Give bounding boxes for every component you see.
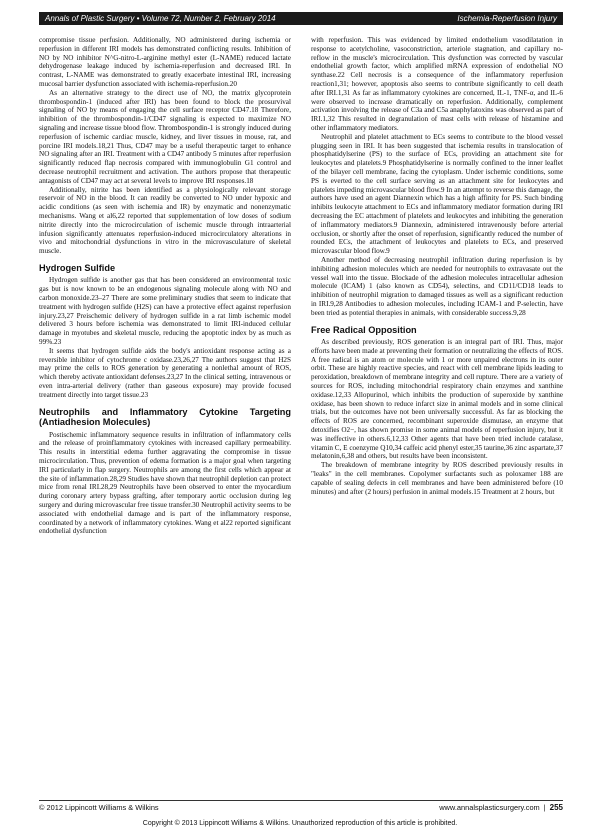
section-title: Ischemia-Reperfusion Injury — [457, 14, 557, 23]
paragraph: compromise tissue perfusion. Additionally, NO administered during ischemia or reperfusion in different IRI models has demonstrated conflicting results. Inhibition of NO by NO inhibitor N^G-nitro-L-arginine methyl ester (L-NAME) reduced lactate dehydrogenase leakage induced by ischemia-reperfusion and decreased IRI. In contrast, L-NAME was demonstrated to greatly exacerbate intestinal IRI, increasing mucosal barrier dysfunction associated with ischemia-reperfusion.20 — [39, 36, 291, 88]
section-heading: Hydrogen Sulfide — [39, 262, 116, 273]
paragraph: Another method of decreasing neutrophil infiltration during reperfusion is by inhibiting adhesion molecules which are needed for neutrophils to extravasate out the vessel wall into the tissue. Blockade of the adhesion molecules intracellular adhesion molecule (ICAM) 1 (also known as CD54), selectins, and CD11/CD18 leads to inhibition of neutrophil migration to damaged tissues as well as a significant reduction in IRI.9,28 Antibodies to adhesion molecules, including ICAM-1 and P-selectin, have been tried as potential therapies in animals, with considerable success.9,28 — [311, 255, 563, 317]
article-body — [39, 36, 563, 794]
paragraph: Postischemic inflammatory sequence results in infiltration of inflammatory cells and the release of proinflammatory cytokines with increased capillary permeability. This results in interstitial edema further aggravating the compromise in tissue microcirculation. Thus, prevention of edema formation is a major goal when targeting IRI particularly in flap surgery. Neutrophils are among the first cells which appear at the site of inflammation.28,29 Studies have shown that neutrophil depletion can protect mice from renal IRI.28,29 Neutrophils have been observed to enter the myocardium during coronary artery bypass grafting, after temporary aortic occlusion during leg surgery and during microvascular free tissue transfer.30 Neutrophil activity seems to be associated with endothelial damage and is part of the inflammatory response, coordinated by a network of inflammatory cytokines. Wang et al22 reported significant endothelial dysfunction — [39, 430, 291, 536]
section-heading: Neutrophils and Inflammatory Cytokine Targeting (Antiadhesion Molecules) — [39, 406, 291, 428]
paragraph: As an alternative strategy to the direct use of NO, the matrix glycoprotein thrombospondin-1 (induced after IRI) has been found to block the prosurvival signaling of NO by means of engaging the cell surface receptor CD47.18 Therefore, inhibition of the thrombospondin-1/CD47 signaling is expected to maximize NO signaling and increase tissue blood flow. Thrombospondin-1 is strongly induced during reperfusion of ischemic cardiac muscle, kidney, and liver tissues in mouse, rat, and porcine IRI models.18,21 Thus, CD47 may be a useful therapeutic target to enhance NO signaling after an IRI. Treatment with a CD47 antibody 5 minutes after reperfusion significantly reduced flap necrosis compared with immunoglobulin G1 control and decrease neutrophil recruitment and activation. The authors propose that therapeutic antagonists of CD47 may act at several levels to improve IRI responses.18 — [39, 88, 291, 185]
section-heading: Free Radical Opposition — [311, 324, 417, 335]
running-header — [39, 12, 563, 25]
footer-right: www.annalsplasticsurgery.com | 255 — [439, 803, 563, 812]
publisher-notice: © 2012 Lippincott Williams & Wilkins — [39, 803, 159, 812]
left-column — [39, 36, 291, 794]
right-column — [311, 36, 563, 794]
paragraph: As described previously, ROS generation is an integral part of IRI. Thus, major efforts have been made at preventing their formation or neutralizing the effects of ROS. A free radical is an atom or molecule with 1 or more unpaired electrons in its outer orbit. These are highly reactive species, and react with cell membrane lipids leading to peroxidation, breakdown of membrane integrity and cell rupture. There are a variety of sources for ROS, including mitochondrial respiratory chain enzymes and xanthine oxidase.12,33 Allopurinol, which inhibits the production of superoxide by xanthine oxidase, has been shown to reduce infarct size in animal models and in some clinical trials, but the outcomes have not been universally successful. As far as blocking the effects of ROS are concerned, recombinant superoxide dismutase, an enzyme that detoxifies O2−, has shown promise in some animal models of reperfusion injury, but it was ineffective in others.6,12,33 Other agents that have been tried include catalase, vitamin C, E coenzyme Q10,34 caffeic acid phenyl ester,35 taurine,36 zinc aspartate,37 melatonin,6,38 and others, but results have been inconsistent. — [311, 338, 563, 461]
paragraph: Neutrophil and platelet attachment to ECs seems to contribute to the blood vessel plugging seen in IRI. It has been suggested that ischemia results in translocation of phosphatidylserine (PS) to the surface of ECs, providing an attachment site for leukocytes and platelets.9 Phosphatidylserine is normally confined to the inner leaflet of the bilayer cell membrane, facing the cytoplasm. Under ischemic conditions, some PS is everted to the cell surface serving as an attachment site for leukocytes and platelets impeding microvascular blood flow.9 In an attempt to reverse this damage, the authors have used an agent Diannexin which has a high affinity for PS. Such binding inhibits leukocyte attachment to ECs and inflammatory mediator formation during IRI decreasing the EC attachment of platelets and leukocytes and inhibiting the generation of inflammatory mediators.9 Diannexin, administered intravenously before arterial occlusion, or shortly after the onset of reperfusion, significantly reduced the number of rounded ECs, the attachment of leukocytes and platelets to ECs, and preserved microvascular blood flow.9 — [311, 132, 563, 256]
journal-title: Annals of Plastic Surgery • Volume 72, Number 2, February 2014 — [45, 14, 276, 23]
page-number: 255 — [549, 803, 563, 812]
paragraph: The breakdown of membrane integrity by ROS described previously results in "leaks" in the cell membranes. Copolymer surfactants such as poloxamer 188 are capable of sealing defects in cell membranes and have been administered before (10 minutes) and after (2 hours) perfusion in animal models.15 Treatment at 2 hours, but — [311, 461, 563, 496]
page-footer — [39, 803, 563, 812]
journal-url[interactable]: www.annalsplasticsurgery.com — [439, 803, 540, 812]
paragraph: Additionally, nitrite has been identified as a physiologically relevant storage reservoir of NO in the blood. It can readily be converted to NO under hypoxic and acidic conditions (as seen with ischemia and IR) by enzymatic and nonenzymatic mechanisms. Wang et al6,22 reported that supplementation of low doses of sodium nitrite directly into the microcirculation of ischemic muscle through intraarterial infusion significantly attenuates reperfusion-induced microcirculatory alterations in vivo and mitochondrial dysfunctions in vitro in the microvasculature of skeletal muscle. — [39, 185, 291, 256]
paragraph: It seems that hydrogen sulfide aids the body's antioxidant response acting as a reversible inhibitor of cytochrome c oxidase.23,26,27 The authors suggest that H2S may prime the cells to ROS generation by generating a nonlethal amount of ROS, which thereby activate antioxidant defenses.23,27 In the clinical setting, intravenous or even intra-arterial delivery (rather than gaseous exposure) may provide focused treatment directly into target tissue.23 — [39, 346, 291, 399]
paragraph: with reperfusion. This was evidenced by limited endothelium vasodilatation in response to acetylcholine, vasoconstriction, arteriole stagnation, and capillary no-reflow in the muscle's microcirculation. This dysfunction was corrected by vascular endothelial growth factor, which amplified mRNA expression of endothelial NO synthase.22 Cell necrosis is a consequence of the inflammatory reperfusion reaction1,31; however, apoptosis also seems to contribute significantly to cell death after IRI.1,31 As far as inflammatory cytokines are concerned, IL-1, TNF-α, and IL-6 were observed to increase dramatically on reperfusion. Additionally, complement activation involving the release of C3a and C5a anaphylatoxins was observed as part of IRI.1,32 This resulted in degranulation of mast cells with release of histamine and other inflammatory mediators. — [311, 36, 563, 132]
paragraph: Hydrogen sulfide is another gas that has been considered an environmental toxic gas but is now known to be an endogenous signaling molecule along with NO and carbon monoxide.23–27 There are some preliminary studies that seem to indicate that treatment with hydrogen sulfide (H2S) can have a protective effect against reperfusion injury.23,27 Preischemic delivery of hydrogen sulfide in a rat limb ischemic model delivered 3 hours before ischemia was demonstrated to limit IRI-induced cellular damage in myotubes and skeletal muscle, reducing the apoptotic index by as much as 99%.23 — [39, 276, 291, 346]
copyright-notice: Copyright © 2013 Lippincott Williams & Wilkins. Unauthorized reproduction of this article is prohibited. — [142, 820, 458, 827]
footer-rule — [39, 800, 563, 801]
